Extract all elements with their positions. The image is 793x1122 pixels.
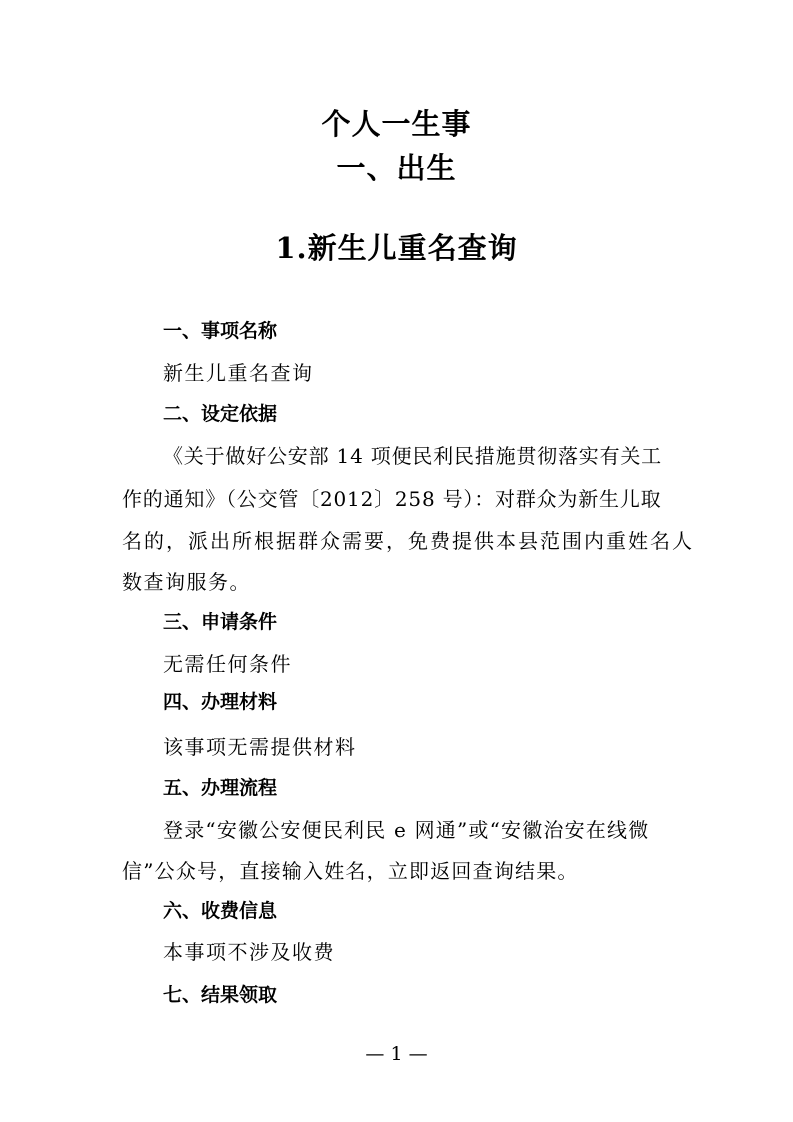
- section-text-line: 无需任何条件: [163, 652, 292, 676]
- document-title: 个人一生事: [321, 107, 472, 141]
- section-text-line: 该事项无需提供材料: [163, 735, 357, 759]
- section-heading-fees: 六、收费信息: [163, 900, 278, 922]
- section-text-line: 本事项不涉及收费: [163, 940, 335, 964]
- section-heading-materials: 四、办理材料: [163, 691, 278, 713]
- item-title: 1.新生儿重名查询: [275, 231, 518, 265]
- section-heading-result: 七、结果领取: [163, 984, 278, 1006]
- section-text-line: 登录“安徽公安便民利民 e 网通”或“安徽治安在线微: [163, 818, 650, 842]
- section-text-line: 信”公众号，直接输入姓名，立即返回查询结果。: [122, 859, 579, 883]
- section-text-line: 作的通知》（公交管〔2012〕258 号）：对群众为新生儿取: [122, 487, 662, 511]
- section-text-line: 名的，派出所根据群众需要，免费提供本县范围内重姓名人: [122, 529, 694, 553]
- section-heading-name: 一、事项名称: [163, 320, 278, 342]
- section-heading-basis: 二、设定依据: [163, 403, 278, 425]
- section-text-line: 数查询服务。: [122, 570, 251, 594]
- section-heading-process: 五、办理流程: [163, 777, 278, 799]
- page-number: — 1 —: [365, 1043, 428, 1065]
- section-heading-conditions: 三、申请条件: [163, 611, 278, 633]
- section-text-line: 《关于做好公安部 14 项便民利民措施贯彻落实有关工: [163, 444, 662, 468]
- section-text-line: 新生儿重名查询: [163, 361, 314, 385]
- chapter-title: 一、出生: [336, 151, 457, 185]
